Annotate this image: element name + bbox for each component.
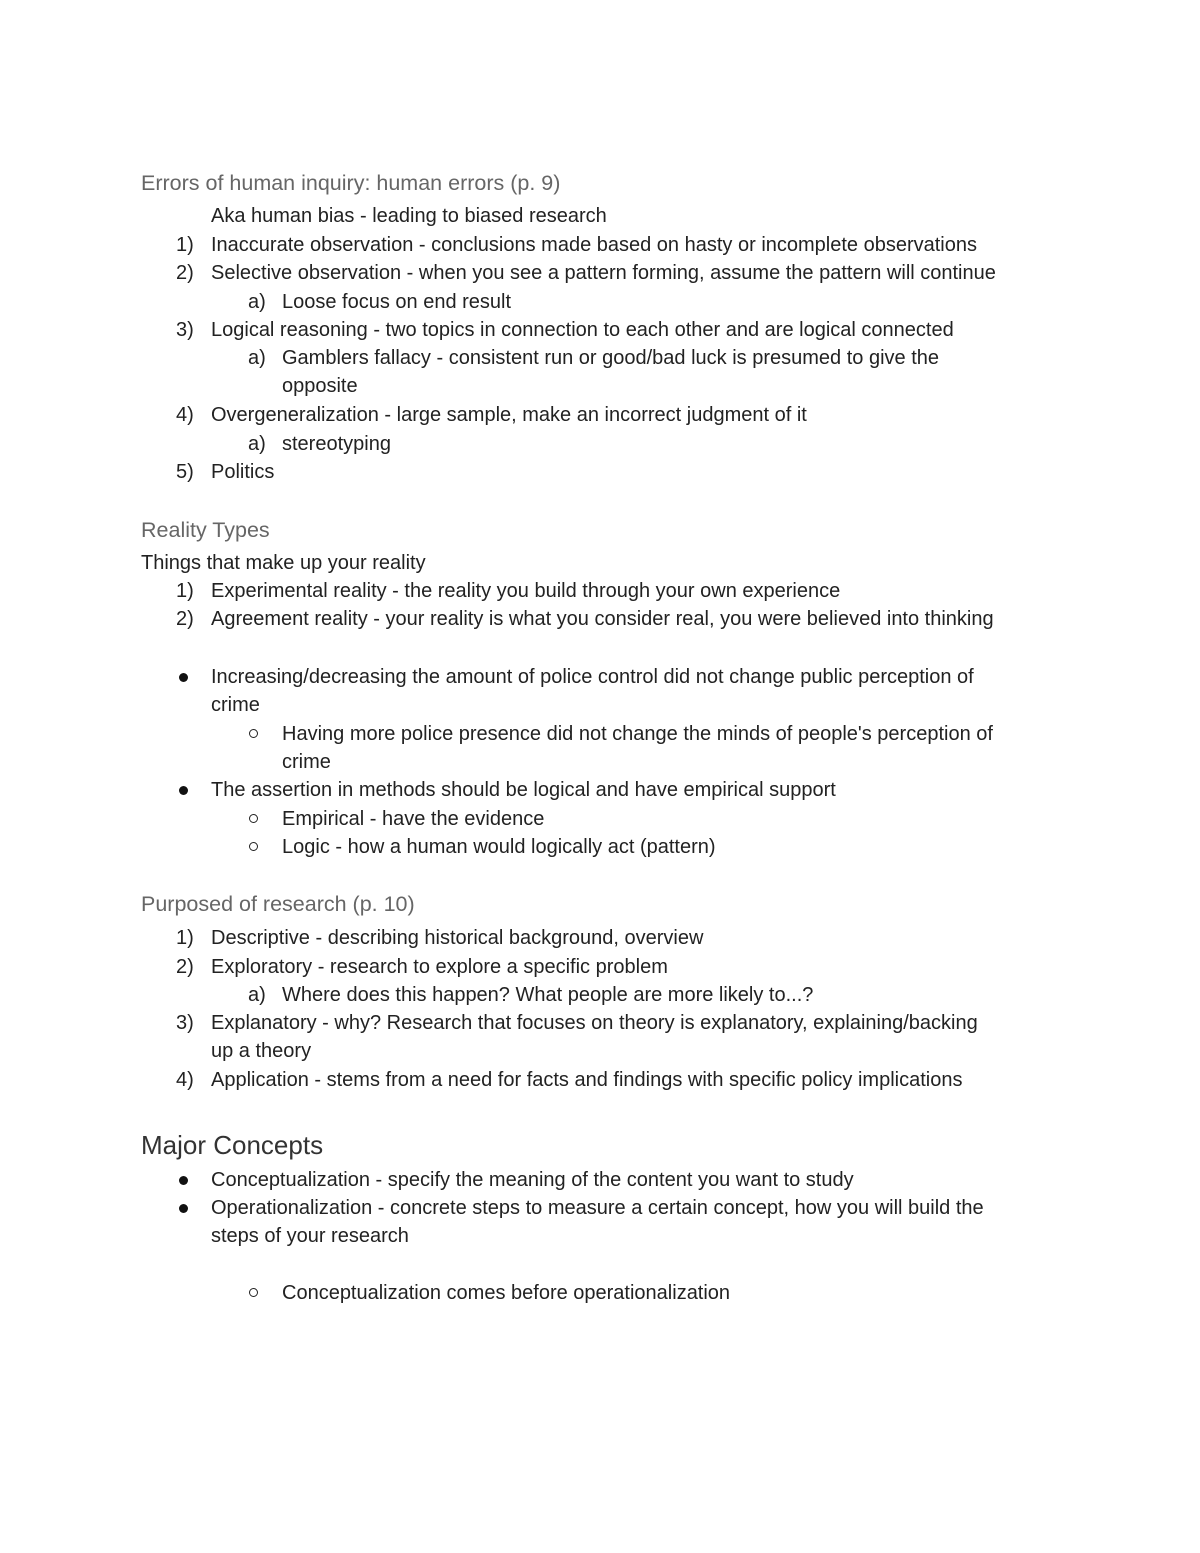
list-marker: 2) xyxy=(176,956,194,978)
list-item: Experimental reality - the reality you build through your own experience xyxy=(211,580,841,602)
list-item: Logical reasoning - two topics in connection to each other and are logical connected xyxy=(211,319,954,341)
bullet-item: Increasing/decreasing the amount of police control did not change public perception of xyxy=(211,666,974,688)
list-marker: 1) xyxy=(176,234,194,256)
list-item: Selective observation - when you see a pattern forming, assume the pattern will continue xyxy=(211,262,996,284)
list-marker: 4) xyxy=(176,1069,194,1091)
bullet-item: Empirical - have the evidence xyxy=(282,808,545,830)
section-intro: Things that make up your reality xyxy=(141,552,426,574)
list-item: Overgeneralization - large sample, make an incorrect judgment of it xyxy=(211,404,807,426)
bullet-item-continuation: steps of your research xyxy=(211,1225,409,1247)
bullet-dot-icon xyxy=(179,673,188,682)
list-marker: 5) xyxy=(176,461,194,483)
list-item: Application - stems from a need for facts and findings with specific policy implications xyxy=(211,1069,963,1091)
bullet-dot-icon xyxy=(179,1176,188,1185)
list-item: Loose focus on end result xyxy=(282,291,512,313)
bullet-item-continuation: crime xyxy=(282,751,331,773)
bullet-circle-icon xyxy=(249,1288,258,1297)
list-marker: 4) xyxy=(176,404,194,426)
section-heading-major-concepts: Major Concepts xyxy=(141,1130,324,1160)
list-item-continuation: up a theory xyxy=(211,1040,312,1062)
list-marker: a) xyxy=(248,347,266,369)
list-marker: 2) xyxy=(176,262,194,284)
bullet-item: Operationalization - concrete steps to measure a certain concept, how you will build the xyxy=(211,1197,984,1219)
list-marker: 3) xyxy=(176,319,194,341)
list-item: Agreement reality - your reality is what you consider real, you were believed into thinking xyxy=(211,608,994,630)
section-intro: Aka human bias - leading to biased research xyxy=(211,205,607,227)
list-item: Politics xyxy=(211,461,275,483)
list-item: Descriptive - describing historical background, overview xyxy=(211,927,704,949)
list-marker: a) xyxy=(248,433,266,455)
list-marker: a) xyxy=(248,984,266,1006)
list-item: Where does this happen? What people are more likely to...? xyxy=(282,984,814,1006)
list-item: Exploratory - research to explore a specific problem xyxy=(211,956,668,978)
list-item-continuation: opposite xyxy=(282,375,358,397)
list-marker: 3) xyxy=(176,1012,194,1034)
bullet-item: Conceptualization comes before operationalization xyxy=(282,1282,731,1304)
section-heading-human-errors: Errors of human inquiry: human errors (p. 9) xyxy=(141,171,561,195)
list-marker: 1) xyxy=(176,927,194,949)
bullet-item: Conceptualization - specify the meaning of the content you want to study xyxy=(211,1169,854,1191)
bullet-circle-icon xyxy=(249,814,258,823)
bullet-dot-icon xyxy=(179,1204,188,1213)
list-item: Inaccurate observation - conclusions made based on hasty or incomplete observations xyxy=(211,234,977,256)
list-item: stereotyping xyxy=(282,433,391,455)
bullet-circle-icon xyxy=(249,842,258,851)
bullet-dot-icon xyxy=(179,786,188,795)
bullet-item: Logic - how a human would logically act (pattern) xyxy=(282,836,716,858)
list-marker: a) xyxy=(248,291,266,313)
list-marker: 2) xyxy=(176,608,194,630)
bullet-item-continuation: crime xyxy=(211,694,260,716)
list-marker: 1) xyxy=(176,580,194,602)
bullet-item: Having more police presence did not change the minds of people's perception of xyxy=(282,723,993,745)
list-item: Gamblers fallacy - consistent run or good/bad luck is presumed to give the xyxy=(282,347,939,369)
list-item: Explanatory - why? Research that focuses on theory is explanatory, explaining/backing xyxy=(211,1012,978,1034)
bullet-circle-icon xyxy=(249,729,258,738)
section-heading-purposes: Purposed of research (p. 10) xyxy=(141,892,415,916)
bullet-item: The assertion in methods should be logical and have empirical support xyxy=(211,779,836,801)
section-heading-reality-types: Reality Types xyxy=(141,518,270,542)
